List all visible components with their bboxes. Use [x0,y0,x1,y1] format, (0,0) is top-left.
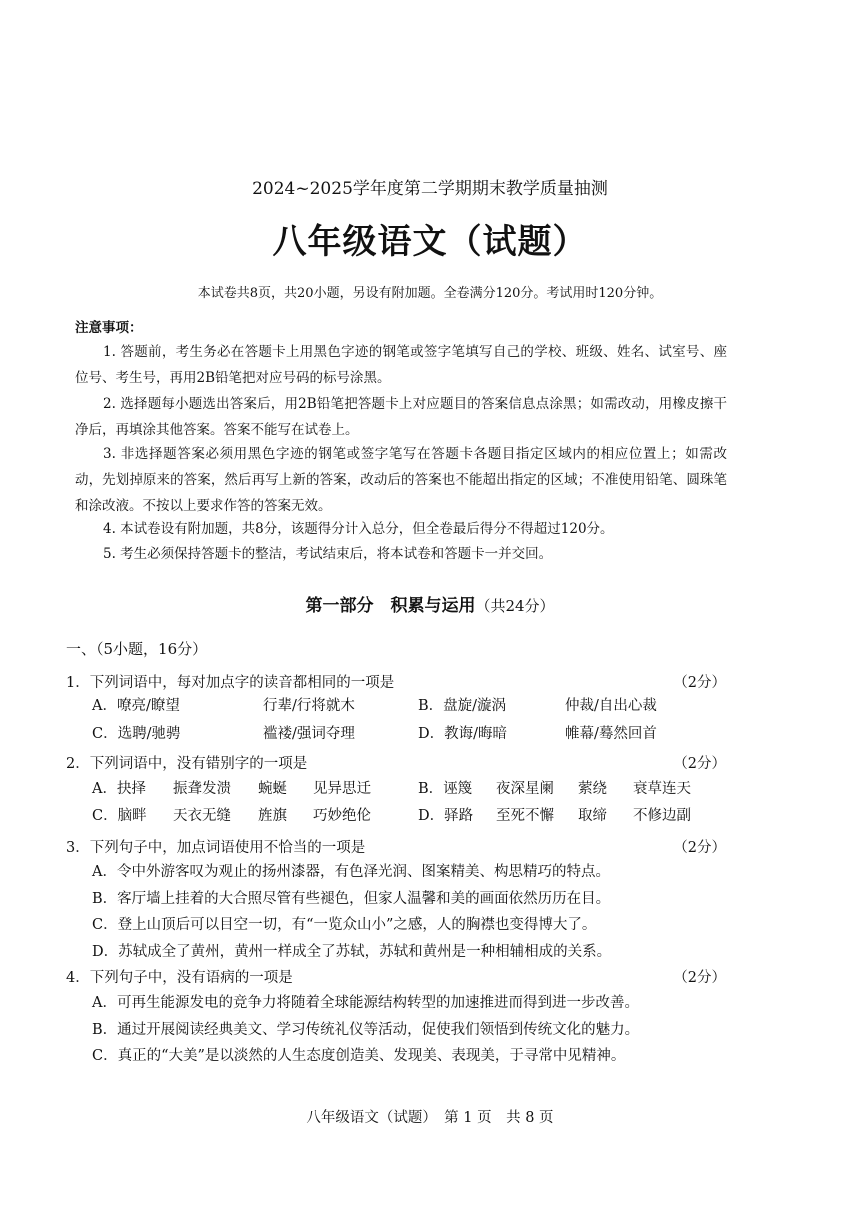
option-b: B．盘旋/漩涡 [418,698,507,714]
option-c-word: 天衣无缝 [173,808,231,824]
page-title: 八年级语文（试题） [272,222,588,262]
section-heading: 一、（5小题，16分） [66,640,208,658]
option-d: D．驿路 [418,808,474,824]
option-d: D．教诲/晦暗 [418,726,508,742]
part-score: （共24分） [475,597,555,615]
option-c: C．选聘/驰骋 [92,726,181,742]
part-title-text: 第一部分 积累与运用 [305,596,476,616]
question-1-stem: 1．下列词语中，每对加点字的读音都相同的一项是 [66,675,395,691]
option-a-word: 振聋发溃 [173,781,231,797]
option-b-word: 夜深星阑 [496,781,554,797]
exam-header-line: 2024~2025学年度第二学期期末教学质量抽测 [252,179,608,199]
question-4-stem: 4．下列句子中，没有语病的一项是 [66,970,293,986]
note-text: 3. 非选择题答案必须用黑色字迹的钢笔或签字笔写在答题卡各题目指定区域内的相应位置上；如需改动，先划掉原来的答案，然后再写上新的答案，改动后的答案也不能超出指定的区域；不准使用铅笔、圆珠笔和涂改液。不按以上要求作答的答案无效。 [75,446,727,514]
question-2-stem: 2．下列词语中，没有错别字的一项是 [66,756,308,772]
option-c-word: 旌旗 [258,808,287,824]
option-c: C．登上山顶后可以目空一切，有“一览众山小”之感，人的胸襟也变得博大了。 [92,917,597,933]
question-1-score: （2分） [673,675,726,691]
option-d-word: 至死不懈 [496,808,554,824]
option-b: B．诬篾 [418,781,473,797]
note-text: 1. 答题前，考生务必在答题卡上用黑色字迹的钢笔或签字笔填写自己的学校、班级、姓名、试室号、座位号、考生号，再用2B铅笔把对应号码的标号涂黑。 [75,344,727,386]
notes-heading: 注意事项： [75,320,143,336]
option-a: A．令中外游客叹为观止的扬州漆器，有色泽光润、图案精美、构思精巧的特点。 [92,864,610,880]
option-c-pair: 褴褛/强词夺理 [263,726,355,742]
exam-intro: 本试卷共8页，共20小题，另设有附加题。全卷满分120分。考试用时120分钟。 [197,286,663,301]
note-text: 4. 本试卷设有附加题，共8分，该题得分计入总分，但全卷最后得分不得超过120分。 [103,521,614,537]
option-b-pair: 仲裁/自出心裁 [565,698,657,714]
option-a: A．可再生能源发电的竞争力将随着全球能源结构转型的加速推进而得到进一步改善。 [92,995,639,1011]
option-d-word: 不修边副 [633,808,691,824]
option-a-pair: 行辈/行将就木 [263,698,355,714]
note-text: 2. 选择题每小题选出答案后，用2B铅笔把答题卡上对应题目的答案信息点涂黑；如需改动，用橡皮擦干净后，再填涂其他答案。答案不能写在试卷上。 [75,396,727,438]
part-title [0,591,860,616]
option-a: A．抉择 [92,781,146,797]
note-text: 5. 考生必须保持答题卡的整洁，考试结束后，将本试卷和答题卡一并交回。 [103,546,553,562]
note-item [75,391,727,443]
option-b: B．通过开展阅读经典美文、学习传统礼仪等活动，促使我们领悟到传统文化的魅力。 [92,1022,640,1038]
note-item [75,441,727,519]
option-c: C．脑畔 [92,808,147,824]
note-item [75,516,727,542]
question-4-score: （2分） [673,970,726,986]
question-3-score: （2分） [673,840,726,856]
option-d-pair: 帷幕/蓦然回首 [565,726,657,742]
option-c: C．真正的“大美”是以淡然的人生态度创造美、发现美、表现美，于寻常中见精神。 [92,1048,626,1064]
note-item [75,339,727,391]
option-b-word: 衰草连天 [633,781,691,797]
option-b: B．客厅墙上挂着的大合照尽管有些褪色，但家人温馨和美的画面依然历历在目。 [92,891,611,907]
question-3-stem: 3．下列句子中，加点词语使用不恰当的一项是 [66,840,366,856]
note-item [75,541,727,567]
option-a: A．嘹亮/瞭望 [92,698,180,714]
option-a-word: 见异思迁 [313,781,371,797]
option-c-word: 巧妙绝伦 [313,808,371,824]
option-d: D．苏轼成全了黄州，黄州一样成全了苏轼，苏轼和黄州是一种相辅相成的关系。 [92,944,612,960]
option-b-word: 萦绕 [578,781,607,797]
option-d-word: 取缔 [578,808,607,824]
option-a-word: 蜿蜒 [258,781,287,797]
question-2-score: （2分） [673,756,726,772]
page-footer: 八年级语文（试题） 第 1 页 共 8 页 [306,1110,554,1126]
